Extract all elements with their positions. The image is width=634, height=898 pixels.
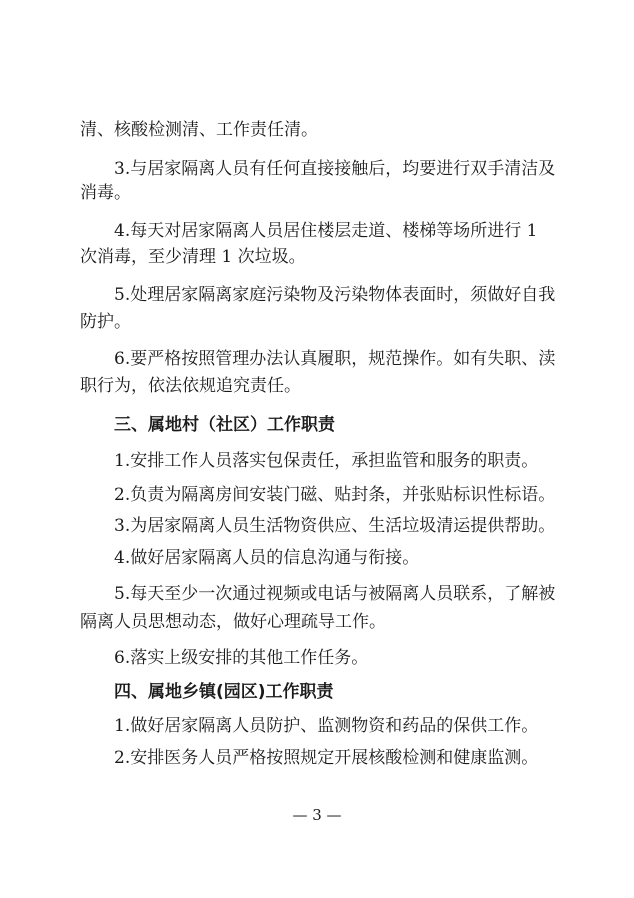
- body-text-line: 4.每天对居家隔离人员居住楼层走道、楼梯等场所进行 1: [114, 221, 538, 241]
- body-text-line: 3.为居家隔离人员生活物资供应、生活垃圾清运提供帮助。: [114, 516, 556, 536]
- body-text-line: 消毒。: [80, 183, 131, 203]
- body-text-line: 防护。: [80, 312, 131, 332]
- body-text-line: 3.与居家隔离人员有任何直接接触后，均要进行双手清洁及: [114, 159, 556, 179]
- section-heading: 四、属地乡镇(园区)工作职责: [114, 682, 334, 702]
- page-number: — 3 —: [292, 806, 342, 824]
- body-text-line: 清、核酸检测清、工作责任清。: [80, 120, 318, 140]
- body-text-line: 次消毒，至少清理 1 次垃圾。: [80, 247, 306, 267]
- body-text-line: 1.安排工作人员落实包保责任，承担监管和服务的职责。: [114, 451, 539, 471]
- body-text-line: 5.每天至少一次通过视频或电话与被隔离人员联系，了解被: [114, 584, 556, 604]
- section-heading: 三、属地村（社区）工作职责: [114, 415, 335, 435]
- body-text-line: 6.落实上级安排的其他工作任务。: [114, 648, 369, 668]
- body-text-line: 4.做好居家隔离人员的信息沟通与衔接。: [114, 548, 420, 568]
- body-text-line: 5.处理居家隔离家庭污染物及污染物体表面时，须做好自我: [114, 285, 556, 305]
- body-text-line: 隔离人员思想动态，做好心理疏导工作。: [80, 612, 386, 632]
- body-text-line: 2.负责为隔离房间安装门磁、贴封条，并张贴标识性标语。: [114, 485, 556, 505]
- body-text-line: 2.安排医务人员严格按照规定开展核酸检测和健康监测。: [114, 748, 539, 768]
- body-text-line: 1.做好居家隔离人员防护、监测物资和药品的保供工作。: [114, 716, 539, 736]
- body-text-line: 6.要严格按照管理办法认真履职，规范操作。如有失职、渎: [114, 349, 556, 369]
- body-text-line: 职行为，依法依规追究责任。: [80, 376, 301, 396]
